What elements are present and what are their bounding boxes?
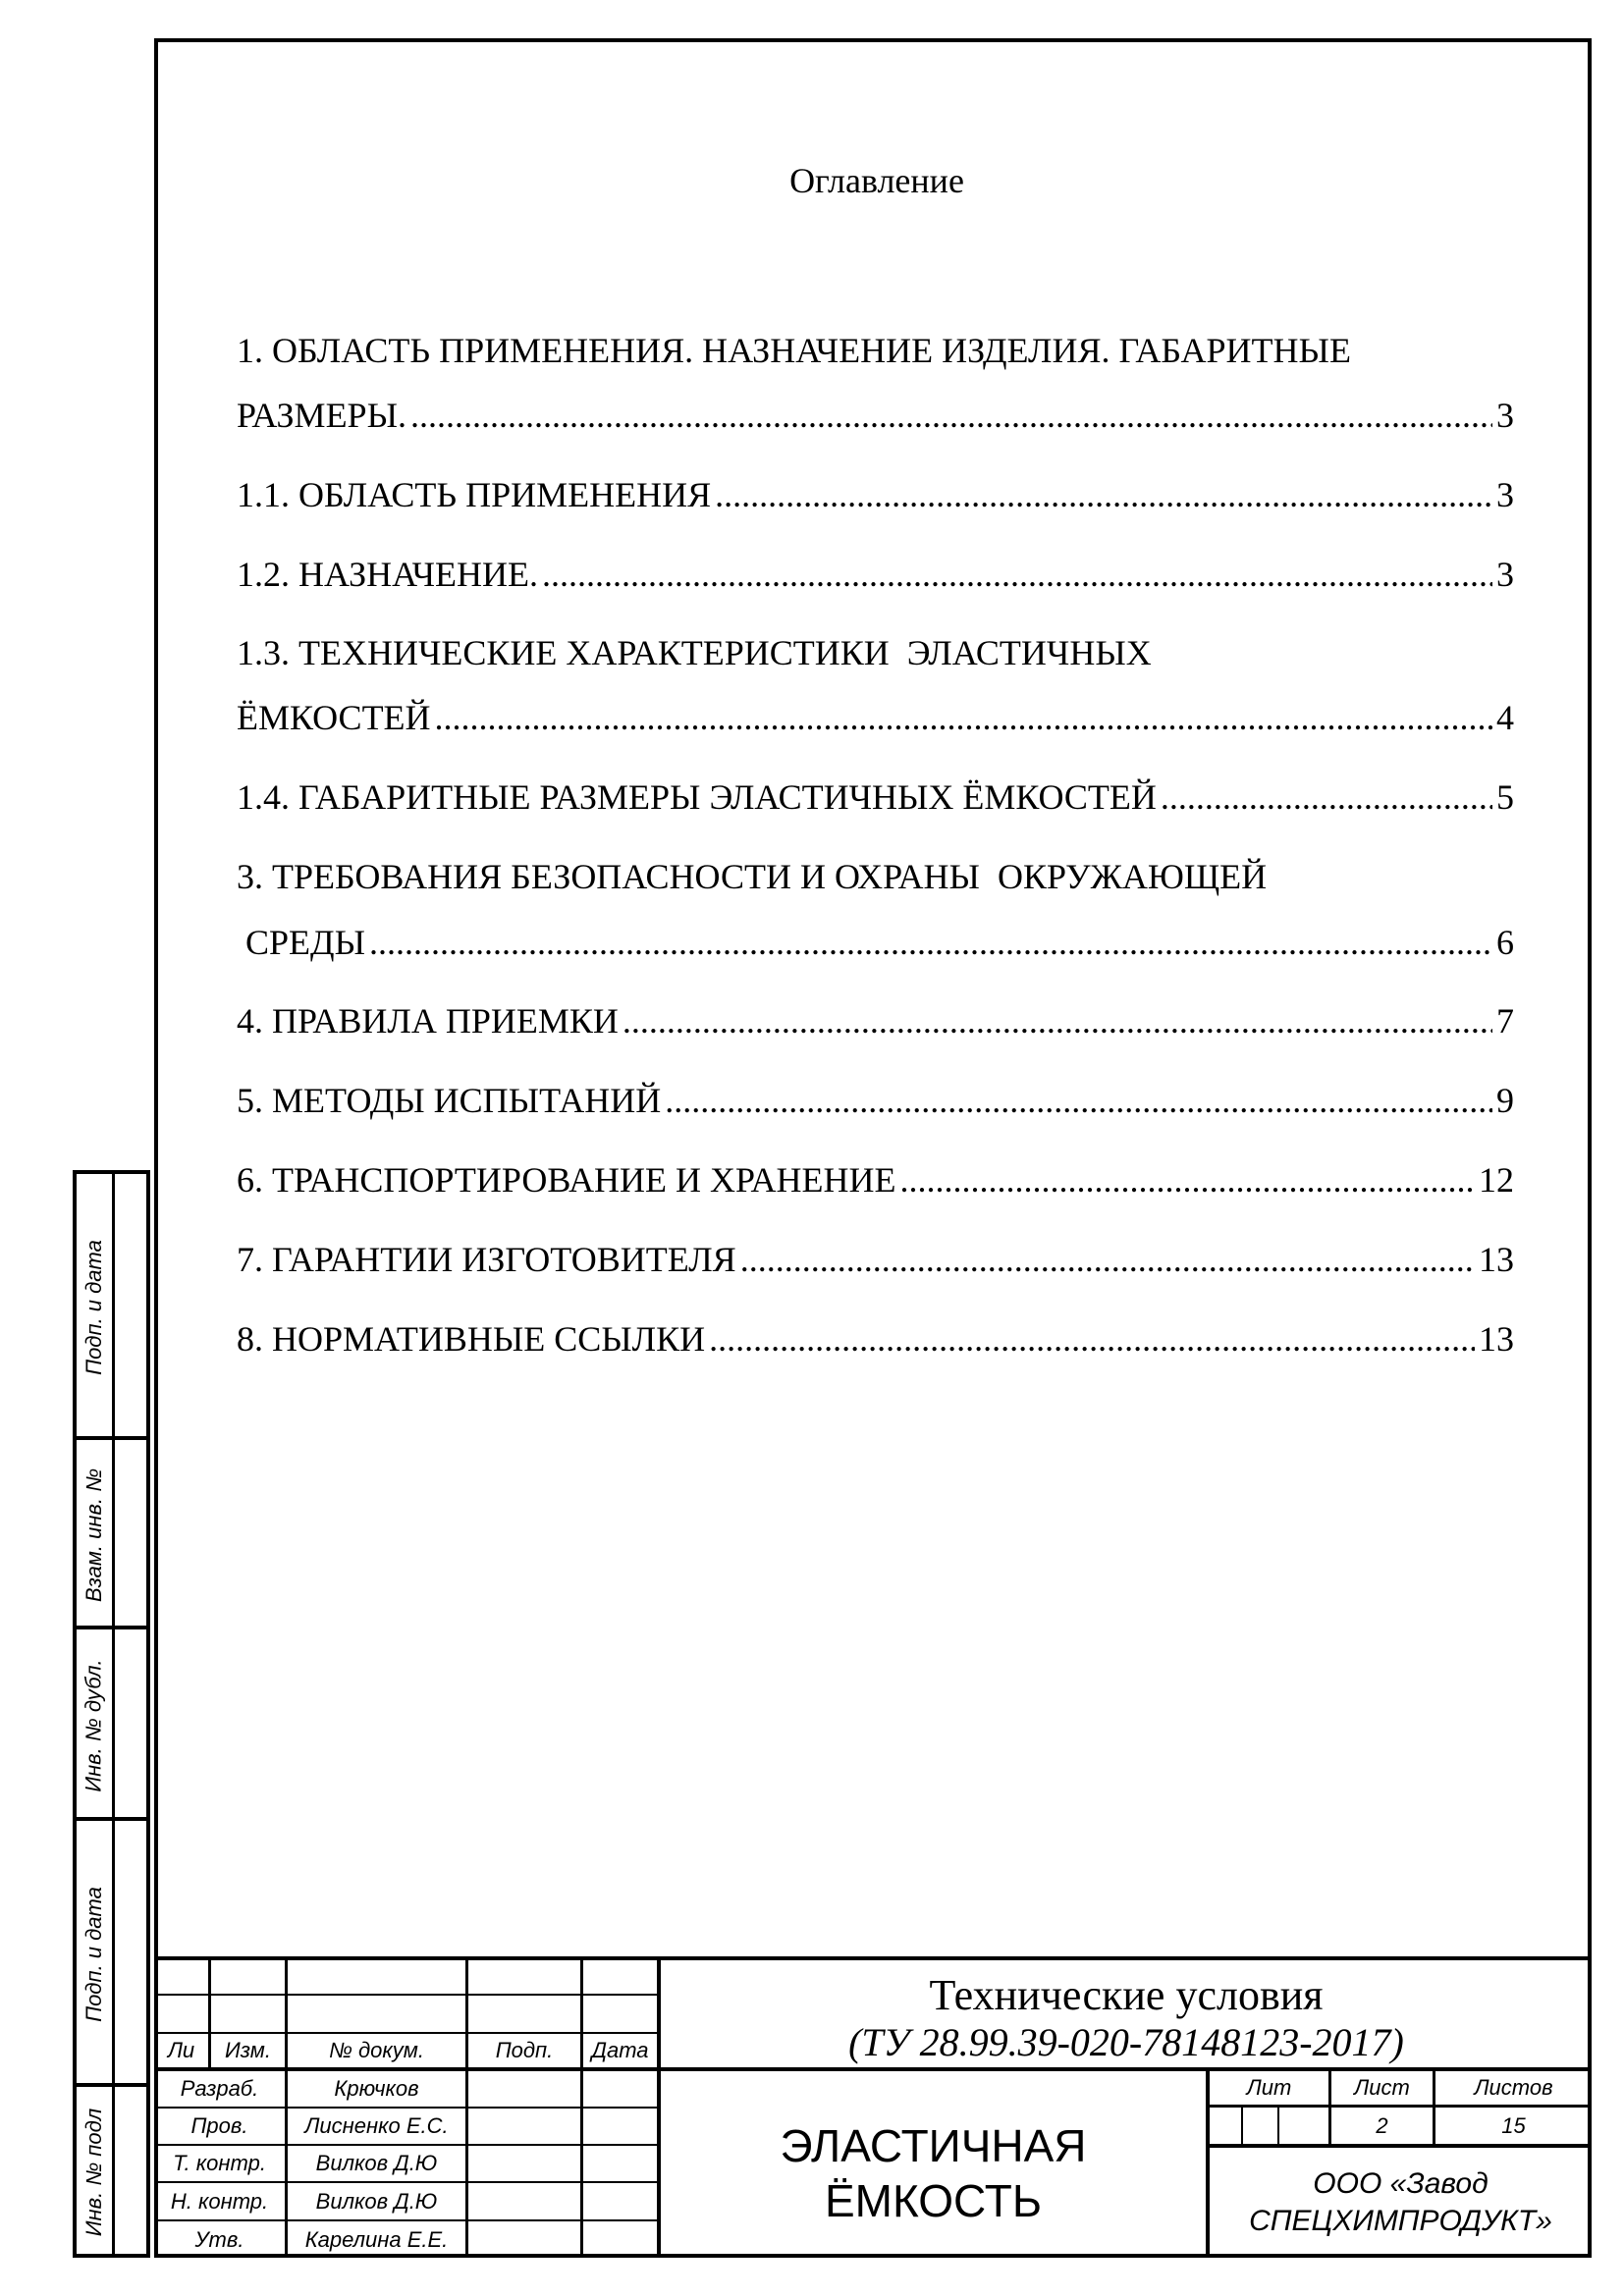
toc-leader-dots — [435, 697, 1492, 738]
toc-leader-dots — [899, 1159, 1475, 1201]
toc-entry-5[interactable] — [237, 1080, 1514, 1121]
toc-page-number: 3 — [1496, 475, 1514, 514]
toc-entry-text: 6. ТРАНСПОРТИРОВАНИЕ И ХРАНЕНИЕ — [237, 1160, 896, 1200]
toc-entry-7[interactable] — [237, 1239, 1514, 1280]
toc-entry-1-2[interactable] — [237, 554, 1514, 595]
toc-entry-text: 1.1. ОБЛАСТЬ ПРИМЕНЕНИЯ — [237, 475, 712, 514]
toc-entry-text: 7. ГАРАНТИИ ИЗГОТОВИТЕЛЯ — [237, 1240, 736, 1279]
side-cell-orig-inv — [73, 2083, 150, 2258]
toc-entry-text: 5. МЕТОДЫ ИСПЫТАНИЙ — [237, 1081, 662, 1120]
role-name: Лисненко Е.С. — [304, 2113, 449, 2138]
product-name: ЭЛАСТИЧНАЯ ЁМКОСТЬ — [780, 2120, 1087, 2226]
toc-entry-1-line1[interactable]: 1. ОБЛАСТЬ ПРИМЕНЕНИЯ. НАЗНАЧЕНИЕ ИЗДЕЛИЯ. ГАБАРИТНЫЕ — [237, 331, 1351, 370]
side-stamp — [73, 1170, 154, 2258]
organization-name: ООО «Завод СПЕЦХИМПРОДУКТ» — [1249, 2167, 1552, 2237]
document-code: (ТУ 28.99.39-020-78148123-2017) — [848, 2020, 1404, 2064]
toc-entry-text: 4. ПРАВИЛА ПРИЕМКИ — [237, 1001, 619, 1041]
toc-leader-dots — [369, 922, 1492, 963]
sheet-label: Лист — [1354, 2075, 1410, 2100]
toc-entry-text: 1.2. НАЗНАЧЕНИЕ. — [237, 555, 539, 594]
toc-leader-dots — [410, 395, 1492, 436]
toc-entry-text: РАЗМЕРЫ. — [237, 396, 406, 435]
side-label: Инв. № подл — [81, 2108, 106, 2237]
role-label: Т. контр. — [173, 2151, 266, 2175]
document-title: Технические условия — [929, 1971, 1324, 2019]
toc-leader-dots — [542, 554, 1492, 595]
toc-page-number: 3 — [1496, 555, 1514, 594]
col-header: Подп. — [495, 2038, 554, 2062]
toc-page-number: 7 — [1496, 1001, 1514, 1041]
toc-page-number: 4 — [1496, 698, 1514, 737]
lit-label: Лит — [1246, 2075, 1292, 2100]
role-name: Вилков Д.Ю — [315, 2188, 438, 2214]
col-header: № докум. — [329, 2038, 424, 2062]
toc-page-number: 13 — [1479, 1240, 1514, 1279]
toc-leader-dots — [740, 1239, 1475, 1280]
toc-entry-3[interactable] — [237, 922, 1514, 963]
toc-entry-3-line1[interactable]: 3. ТРЕБОВАНИЯ БЕЗОПАСНОСТИ И ОХРАНЫ ОКРУЖАЮЩЕЙ — [237, 857, 1268, 896]
sheet-number: 2 — [1376, 2112, 1388, 2138]
sheets-count: 15 — [1501, 2112, 1526, 2138]
col-header: Дата — [591, 2038, 649, 2062]
side-label: Инв. № дубл. — [81, 1658, 106, 1792]
toc-page-number: 3 — [1496, 396, 1514, 435]
col-header: Ли — [167, 2038, 195, 2062]
role-name: Карелина Е.Е. — [304, 2226, 449, 2252]
toc-leader-dots — [623, 1000, 1492, 1041]
side-cell-dup-inv — [73, 1626, 150, 1817]
toc-leader-dots — [715, 474, 1492, 515]
toc-entry-6[interactable] — [237, 1159, 1514, 1201]
role-label: Н. контр. — [170, 2188, 269, 2214]
toc-page-number: 6 — [1496, 923, 1514, 962]
toc-entry-1-4[interactable] — [237, 776, 1514, 818]
side-cell-replace-inv — [73, 1436, 150, 1626]
toc-title: Оглавление — [789, 161, 964, 200]
side-label: Подп. и дата — [81, 1886, 107, 2022]
side-label: Подп. и дата — [81, 1239, 107, 1375]
toc-entry-1-3-line1[interactable]: 1.3. ТЕХНИЧЕСКИЕ ХАРАКТЕРИСТИКИ ЭЛАСТИЧНЫХ — [237, 633, 1152, 672]
side-cell-sign-date-2 — [73, 1817, 150, 2083]
title-block — [154, 1956, 1592, 2258]
side-cell-sign-date — [73, 1170, 150, 1436]
role-label: Пров. — [190, 2113, 248, 2138]
col-header: Изм. — [225, 2038, 271, 2062]
toc-page-number: 5 — [1496, 777, 1514, 817]
toc-page-number: 9 — [1496, 1081, 1514, 1120]
toc-entry-text: ЁМКОСТЕЙ — [237, 698, 431, 737]
sheets-label: Листов — [1474, 2075, 1553, 2100]
toc-leader-dots — [665, 1080, 1492, 1121]
toc-leader-dots — [709, 1318, 1475, 1360]
toc-entry-1[interactable] — [237, 395, 1514, 436]
role-name: Вилков Д.Ю — [315, 2151, 438, 2175]
role-name: Крючков — [334, 2076, 419, 2101]
toc-entry-1-1[interactable] — [237, 474, 1514, 515]
toc-page-number: 12 — [1479, 1160, 1514, 1200]
toc-page-number: 13 — [1479, 1319, 1514, 1359]
toc-entry-text: 8. НОРМАТИВНЫЕ ССЫЛКИ — [237, 1319, 706, 1359]
toc-entry-8[interactable] — [237, 1318, 1514, 1360]
toc-entry-text: 1.4. ГАБАРИТНЫЕ РАЗМЕРЫ ЭЛАСТИЧНЫХ ЁМКОСТЕЙ — [237, 777, 1157, 817]
role-label: Утв. — [194, 2226, 244, 2252]
side-label: Взам. инв. № — [81, 1468, 107, 1602]
toc-entry-text: СРЕДЫ — [237, 923, 365, 962]
toc-leader-dots — [1161, 776, 1492, 818]
toc-entry-4[interactable] — [237, 1000, 1514, 1041]
role-label: Разраб. — [180, 2076, 259, 2101]
page-frame — [154, 38, 1592, 2258]
toc-entry-1-3[interactable] — [237, 697, 1514, 738]
